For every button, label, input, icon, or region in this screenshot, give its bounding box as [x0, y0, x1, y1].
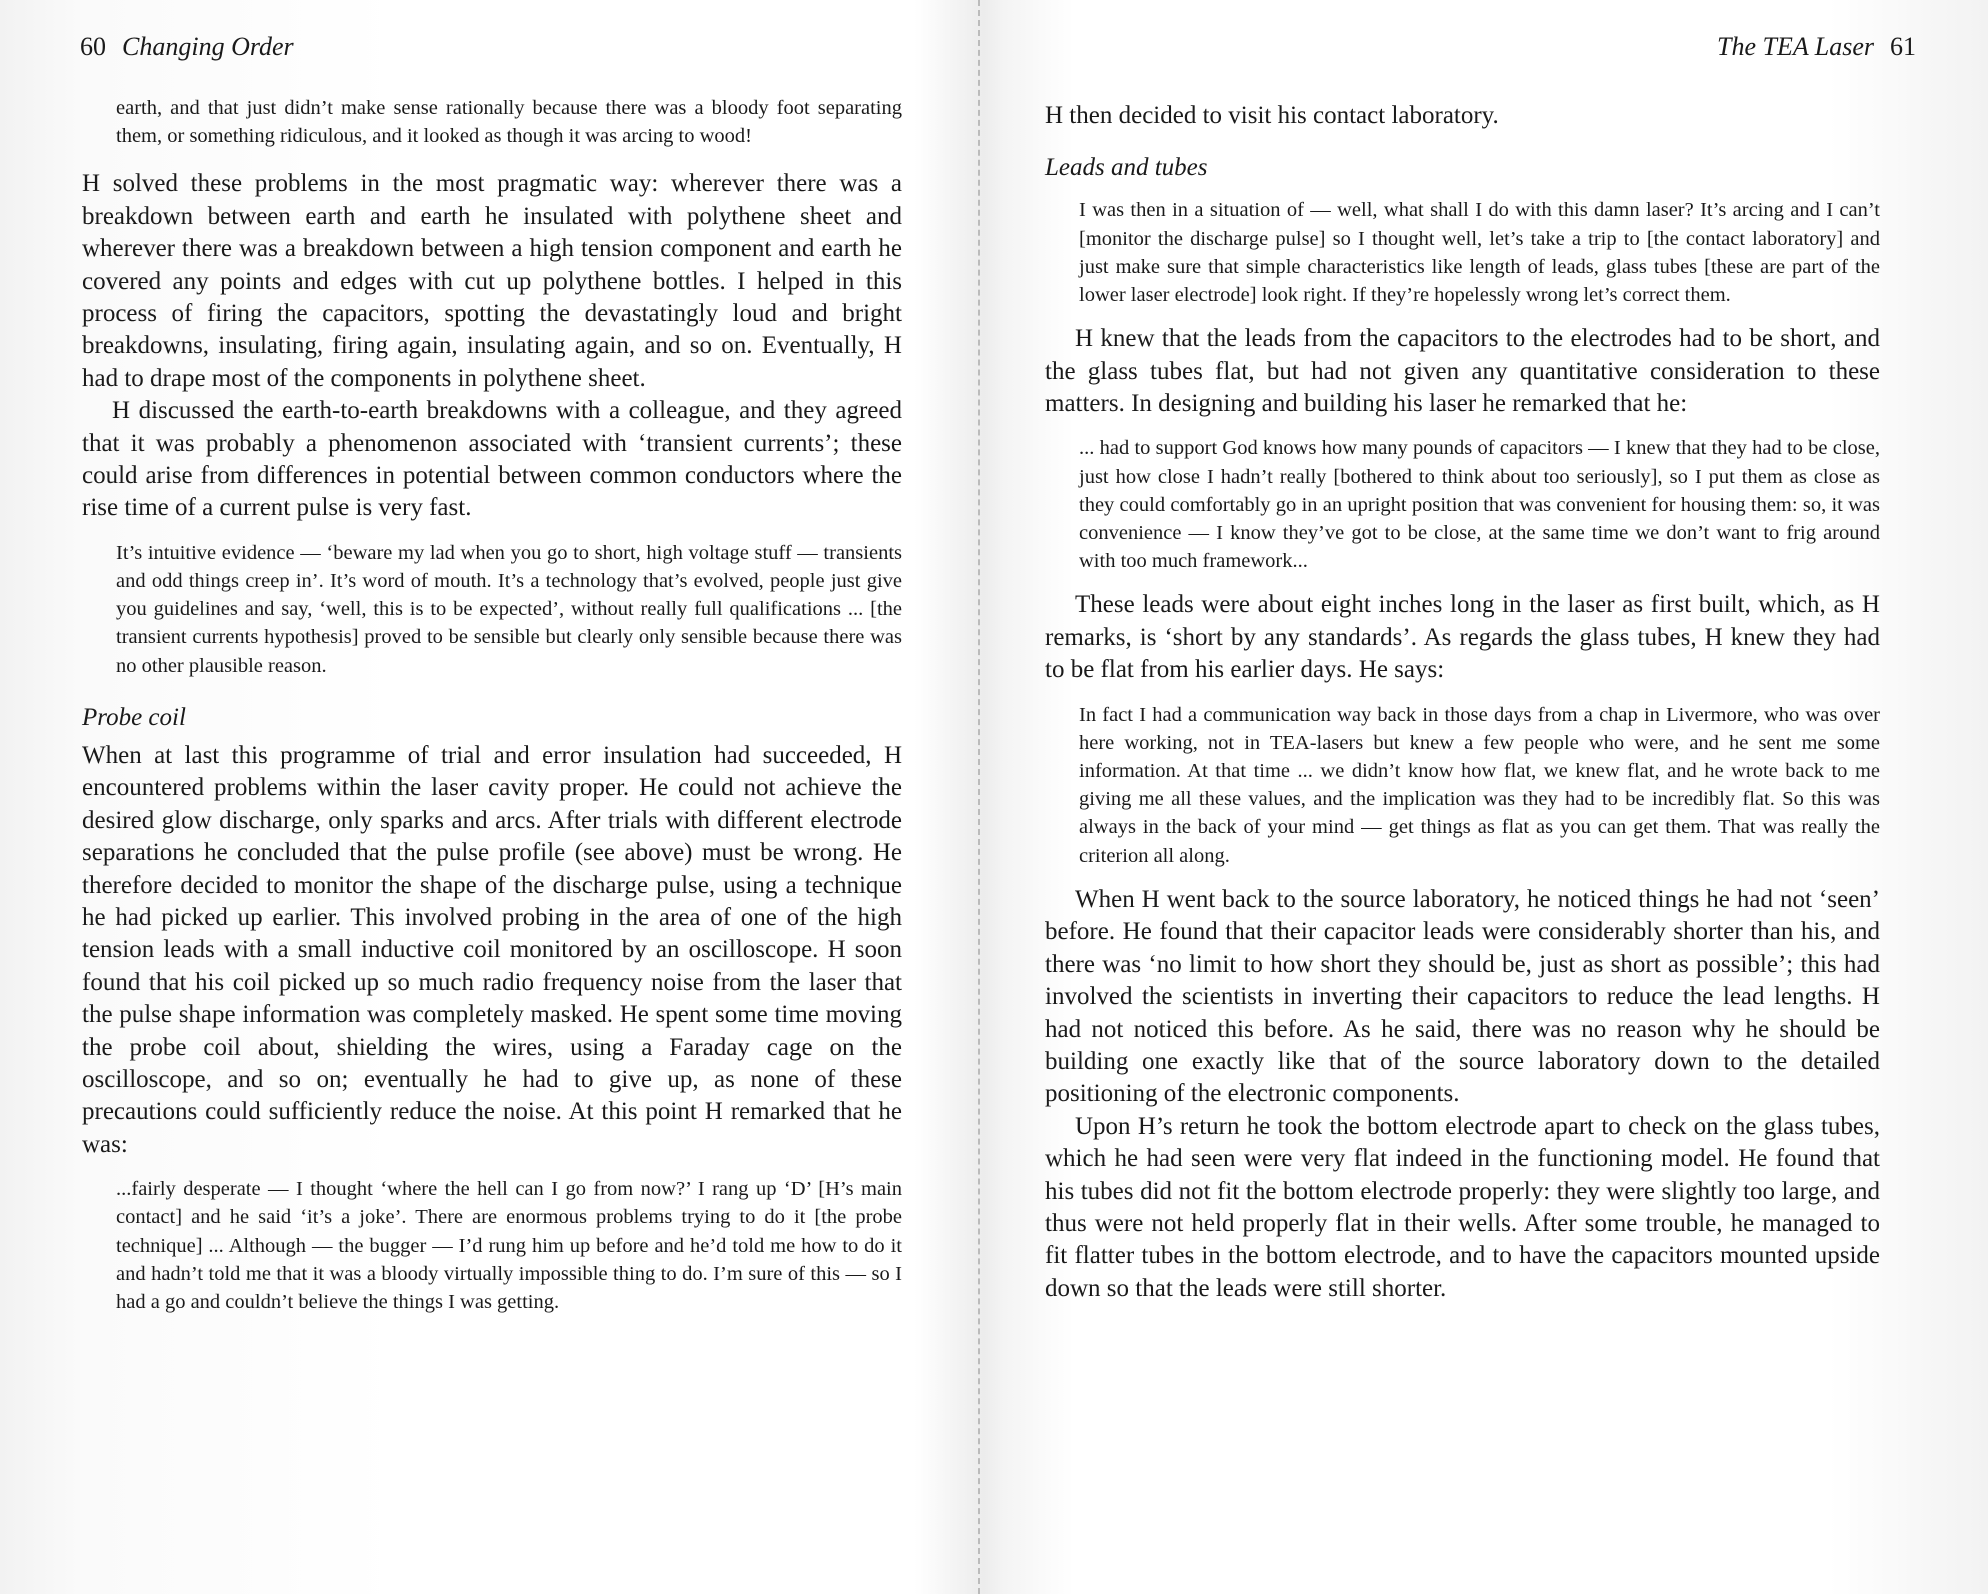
body-paragraph: When H went back to the source laboratory, he noticed things he had not ‘seen’ before. He found that their capacitor leads were considerably shorter than his, and there was ‘no limit to how short they should be, just as short as possible’; this had involved the scientists in inverting their capacitors to reduce the lead lengths. H had not noticed this before. As he said, there was no reason why he should be building one exactly like that of the source laboratory down to the detailed positioning of the electronic components.	[1045, 885, 1880, 1108]
right-text-column	[1045, 100, 1880, 1305]
right-running-head	[1717, 30, 1916, 64]
block-quote: In fact I had a communication way back in those days from a chap in Livermore, who was over here working, not in TEA-lasers but knew a few people who were, and he sent me some information. At that time ... we didn’t know how flat, we knew flat, and he wrote back to me giving me all these values, and the implication was they had to be incredibly flat. So this was always in the back of your mind — get things as flat as you can get them. That was really the criterion all along.	[1079, 703, 1880, 867]
block-quote: earth, and that just didn’t make sense rationally because there was a bloody foot separating them, or something ridiculous, and it looked as though it was arcing to wood!	[116, 97, 902, 148]
left-running-head	[80, 30, 294, 64]
body-paragraph: H then decided to visit his contact laboratory.	[1045, 102, 1499, 129]
left-text-column	[82, 94, 902, 1330]
block-quote: It’s intuitive evidence — ‘beware my lad when you go to short, high voltage stuff — transients and odd things creep in’. It’s word of mouth. It’s a technology that’s evolved, people just give you guidelines and say, ‘well, this is to be expected’, without really full qualifications ... [the transient currents hypothesis] proved to be sensible but clearly only sensible because there was no other plausible reason.	[116, 541, 902, 677]
right-page	[990, 0, 1988, 1594]
body-paragraph: H knew that the leads from the capacitors to the electrodes had to be short, and the glass tubes flat, but had not given any quantitative consideration to these matters. In designing and building his laser he remarked that he:	[1045, 325, 1880, 418]
section-heading: Leads and tubes	[1045, 154, 1208, 182]
left-page-number: 60	[80, 32, 106, 61]
body-paragraph: H solved these problems in the most pragmatic way: wherever there was a breakdown between earth and earth he insulated with polythene sheet and wherever there was a breakdown between a high tension component and earth he covered any points and edges with cut up polythene bottles. I helped in this process of firing the capacitors, spotting the devastatingly loud and bright breakdowns, insulating, firing again, insulating again, and so on. Eventually, H had to drape most of the components in polythene sheet.	[82, 170, 902, 392]
section-heading: Probe coil	[82, 703, 186, 731]
body-paragraph: These leads were about eight inches long in the laser as first built, which, as H remarks, is ‘short by any standards’. As regards the glass tubes, H knew they had to be flat from his earlier days. He says:	[1045, 591, 1880, 684]
block-quote: ... had to support God knows how many pounds of capacitors — I knew that they had to be close, just how close I hadn’t really [bothered to think about too seriously], so I put them as close as they could comfortably go in an upright position that was convenient for housing them: so, it was convenience — I know they’ve got to be close, at the same time we don’t want to frig around with too much framework...	[1079, 437, 1880, 573]
body-paragraph: Upon H’s return he took the bottom electrode apart to check on the glass tubes, which he had seen were very flat indeed in the functioning model. He found that his tubes did not fit the bottom electrode properly: they were slightly too large, and thus were not held properly flat in their wells. After some trouble, he managed to fit flatter tubes in the bottom electrode, and to have the capacitors mounted upside down so that the leads were still shorter.	[1045, 1112, 1880, 1302]
block-quote: ...fairly desperate — I thought ‘where the hell can I go from now?’ I rang up ‘D’ [H’s main contact] and he said ‘it’s a joke’. There are enormous problems trying to do it [the probe technique] ... Although — the bugger — I’d rung him up before and he’d told me how to do it and hadn’t told me that it was a bloody virtually impossible thing to do. I’m sure of this — so I had a go and couldn’t believe the things I was getting.	[116, 1178, 902, 1313]
left-page	[0, 0, 980, 1594]
right-page-number: 61	[1890, 32, 1916, 61]
body-paragraph: When at last this programme of trial and error insulation had succeeded, H encountered problems within the laser cavity proper. He could not achieve the desired glow discharge, only sparks and arcs. After trials with different electrode separations he concluded that the pulse profile (see above) must be wrong. He therefore decided to monitor the shape of the discharge pulse, using a technique he had picked up earlier. This involved probing in the area of one of the high tension leads with a small inductive coil monitored by an oscilloscope. H soon found that his coil picked up so much radio frequency noise from the laser that the pulse shape information was completely masked. He spent some time moving the probe coil about, shielding the wires, using a Faraday cage on the oscilloscope, and so on; eventually he had to give up, as none of these precautions could sufficiently reduce the noise. At this point H remarked that he was:	[82, 741, 902, 1158]
left-running-title: Changing Order	[122, 32, 294, 61]
body-paragraph: H discussed the earth-to-earth breakdowns with a colleague, and they agreed that it was probably a phenomenon associated with ‘transient currents’; these could arise from differences in potential between common conductors where the rise time of a current pulse is very fast.	[82, 397, 902, 522]
block-quote: I was then in a situation of — well, what shall I do with this damn laser? It’s arcing and I can’t [monitor the discharge pulse] so I thought well, let’s take a trip to [the contact laboratory] and just make sure that simple characteristics like length of leads, glass tubes [these are part of the lower laser electrode] look right. If they’re hopelessly wrong let’s correct them.	[1079, 199, 1880, 307]
right-running-title: The TEA Laser	[1717, 32, 1874, 61]
